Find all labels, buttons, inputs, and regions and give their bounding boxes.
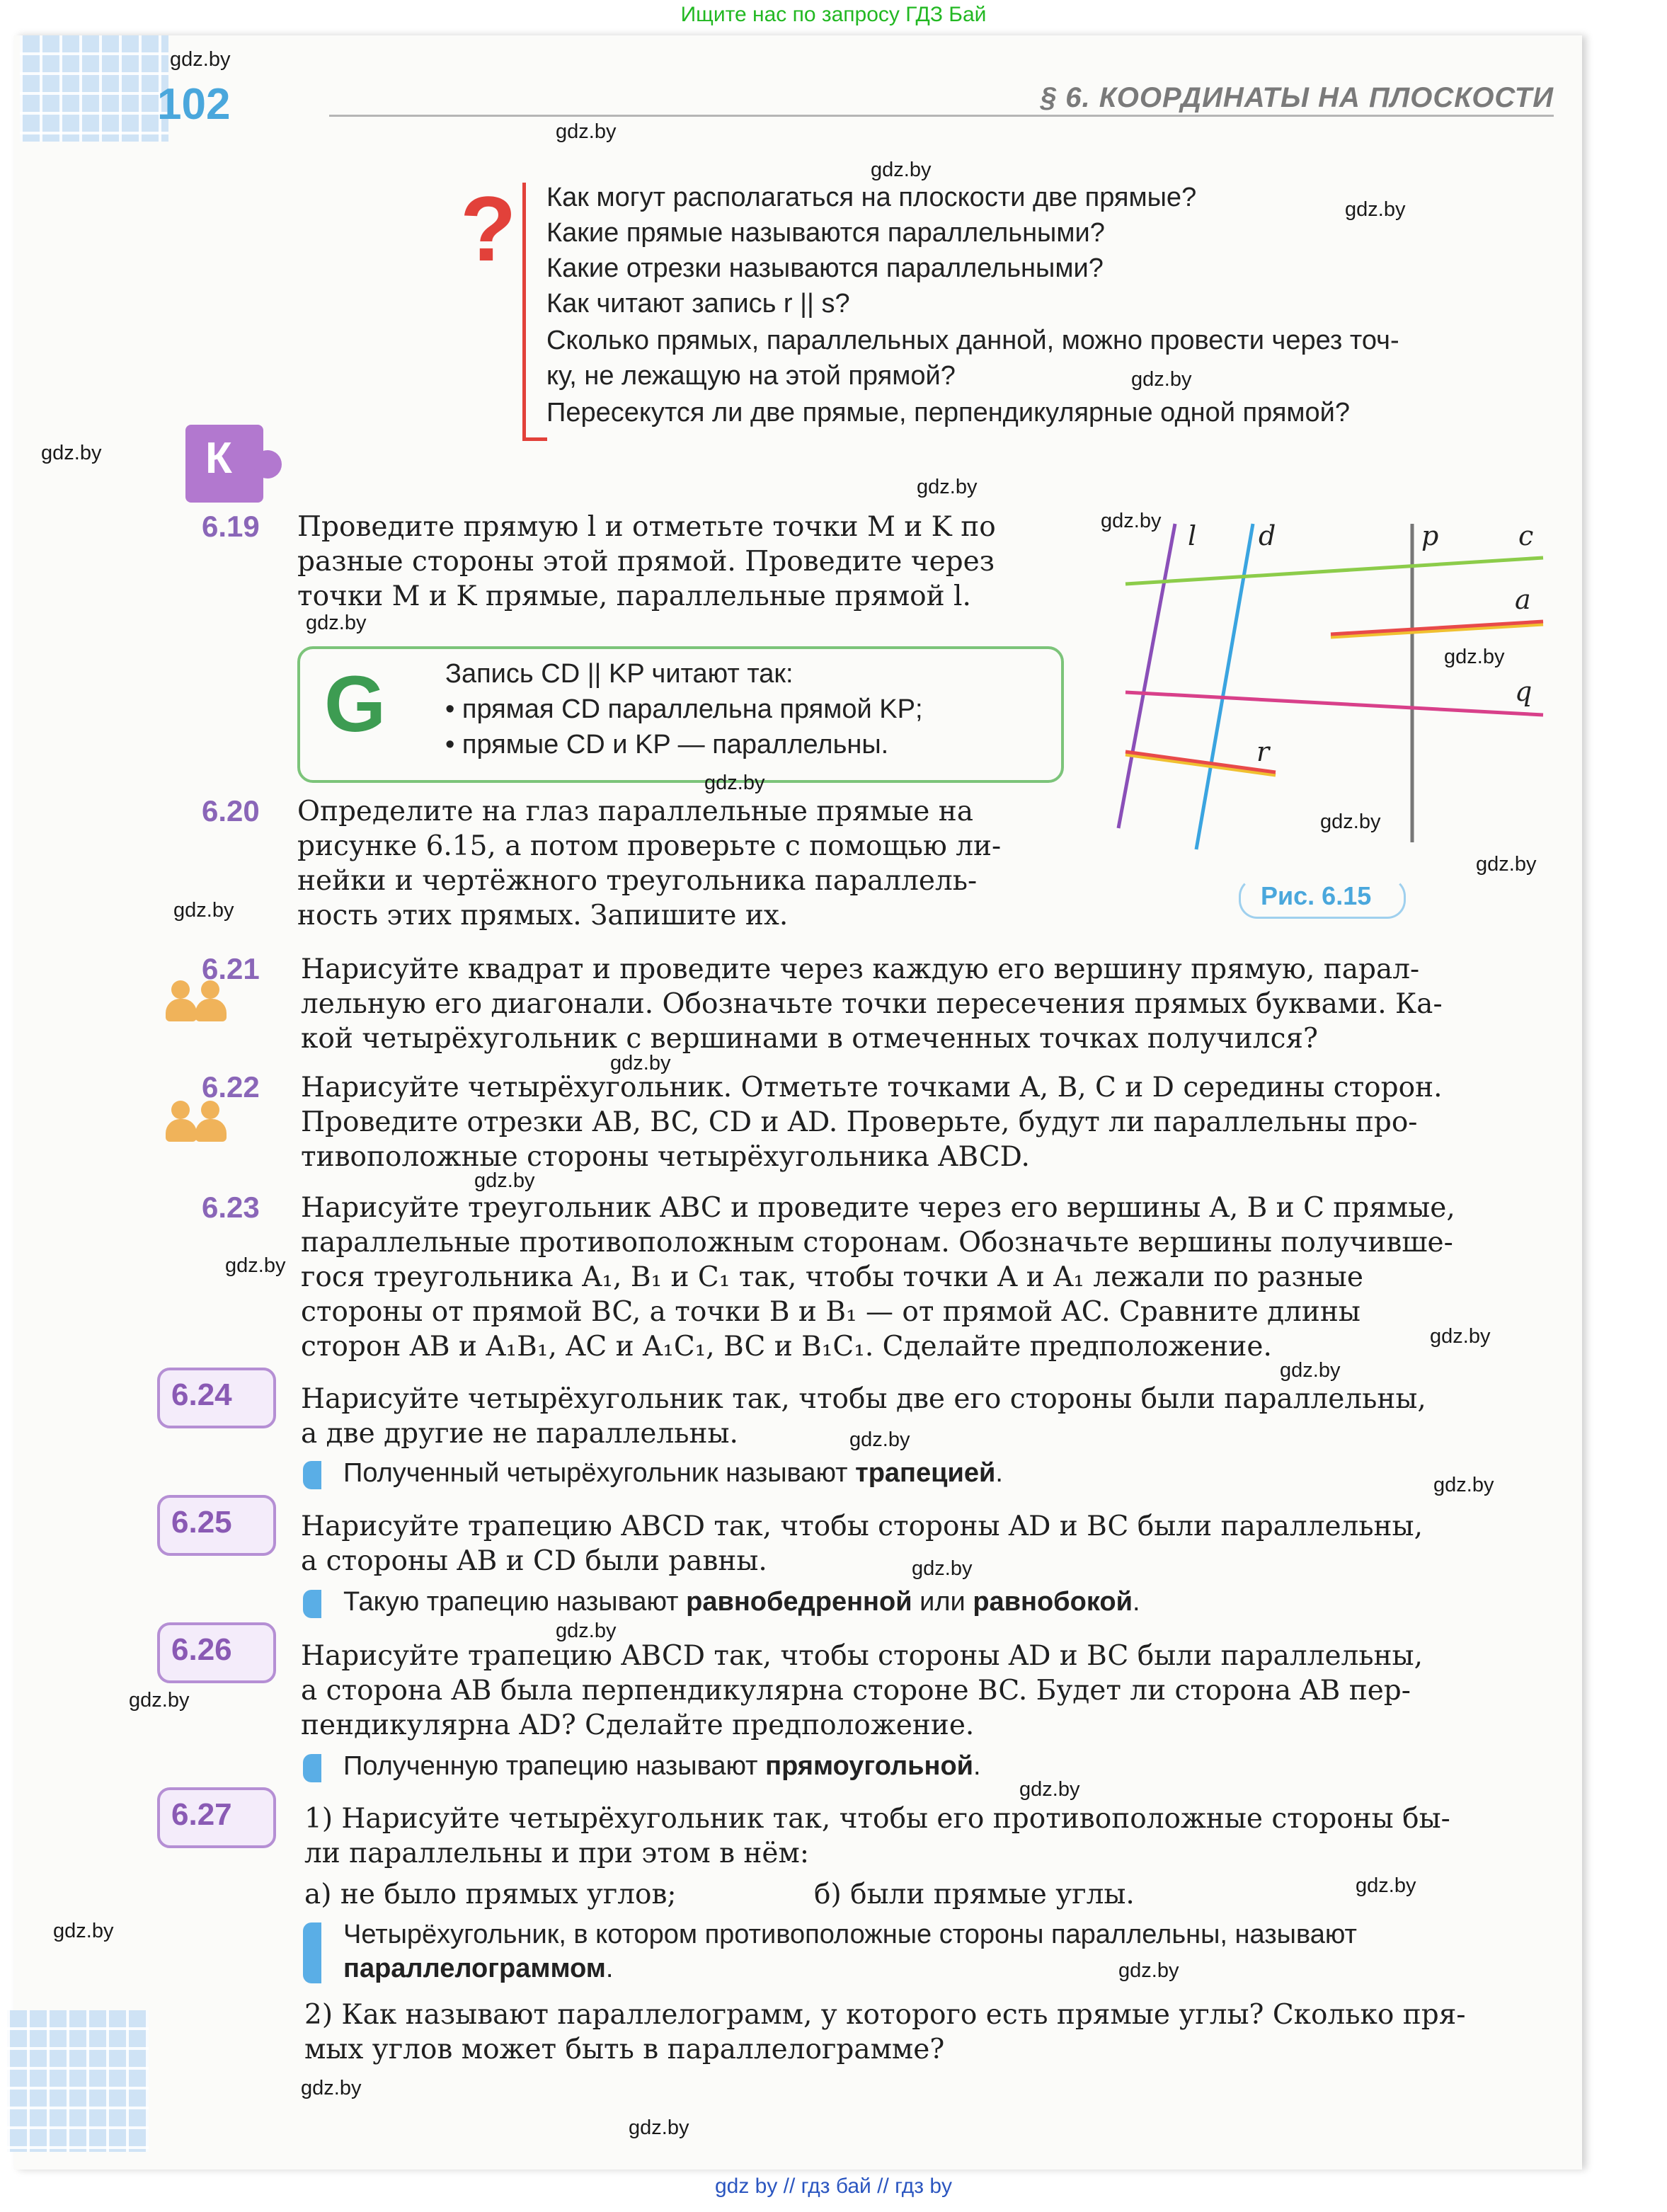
task-number: 6.24 bbox=[171, 1377, 232, 1412]
label-c: c bbox=[1518, 520, 1534, 551]
label-l: l bbox=[1188, 520, 1197, 551]
watermark: gdz.by bbox=[225, 1254, 286, 1277]
task-line: 1) Нарисуйте четырёхугольник так, чтобы его противоположные стороны бы- bbox=[304, 1803, 1450, 1835]
header-rule bbox=[329, 115, 1554, 117]
task-line: пендикулярна AD? Сделайте предположение. bbox=[301, 1709, 975, 1741]
label-q: q bbox=[1515, 676, 1533, 707]
watermark: gdz.by bbox=[129, 1689, 190, 1712]
watermark: gdz.by bbox=[1101, 510, 1162, 532]
watermark: gdz.by bbox=[301, 2077, 362, 2099]
line-d bbox=[1196, 524, 1253, 849]
task-line: а стороны AB и CD были равны. bbox=[301, 1545, 767, 1577]
watermark: gdz.by bbox=[1118, 1959, 1179, 1982]
task-badge bbox=[157, 1495, 276, 1556]
task-text bbox=[297, 794, 1062, 933]
watermark: gdz.by bbox=[917, 476, 978, 498]
task-line: а сторона AB была перпендикулярна стороне BC. Будет ли сторона AB пер- bbox=[301, 1675, 1411, 1707]
task-line: нейки и чертёжного треугольника параллель- bbox=[297, 865, 978, 897]
label-r: r bbox=[1256, 736, 1270, 767]
task-line: мых углов может быть в параллелограмме? bbox=[304, 2034, 945, 2065]
watermark: gdz.by bbox=[704, 772, 765, 794]
task-number: 6.19 bbox=[202, 510, 260, 543]
question-bracket bbox=[522, 183, 526, 441]
note-text: Полученный четырёхугольник называют трапецией. bbox=[343, 1458, 1003, 1488]
figure-caption bbox=[1239, 878, 1406, 919]
question-line: Какие прямые называются параллельными? bbox=[546, 218, 1105, 248]
section-title: § 6. КООРДИНАТЫ НА ПЛОСКОСТИ bbox=[1040, 82, 1554, 113]
task-text bbox=[304, 1998, 1557, 2067]
c-logo-icon: G bbox=[324, 660, 386, 748]
watermark: gdz.by bbox=[173, 899, 234, 922]
watermark: gdz.by bbox=[556, 1620, 617, 1642]
task-badge bbox=[157, 1622, 276, 1683]
task-line: точки M и K прямые, параллельные прямой l. bbox=[297, 580, 971, 612]
watermark: gdz.by bbox=[629, 2116, 689, 2139]
k-badge-letter: К bbox=[205, 434, 232, 483]
pair-work-icon bbox=[164, 1101, 232, 1143]
line-l bbox=[1118, 524, 1175, 828]
task-line: параллельные противоположным сторонам. Обозначьте вершины получивше- bbox=[301, 1227, 1453, 1259]
label-p: p bbox=[1421, 520, 1439, 551]
task-text bbox=[304, 1801, 1557, 1871]
watermark: gdz.by bbox=[1430, 1325, 1491, 1348]
watermark: gdz.by bbox=[1280, 1359, 1341, 1382]
task-line: разные стороны этой прямой. Проведите через bbox=[297, 546, 995, 578]
task-number: 6.25 bbox=[171, 1505, 232, 1540]
label-a: a bbox=[1515, 584, 1531, 615]
watermark: gdz.by bbox=[170, 48, 231, 71]
note-text: Четырёхугольник, в котором противоположные стороны параллельны, называют bbox=[343, 1920, 1357, 1949]
k-badge-icon bbox=[185, 425, 263, 503]
watermark: gdz.by bbox=[849, 1428, 910, 1451]
line-r-shadow bbox=[1125, 755, 1276, 775]
top-banner: Ищите нас по запросу ГДЗ Бай bbox=[680, 3, 987, 26]
corner-grid-decoration-bottom bbox=[7, 2010, 149, 2152]
task-line: сторон AB и A₁B₁, AC и A₁C₁, BC и B₁C₁. Сделайте предположение. bbox=[301, 1331, 1272, 1363]
question-bracket-foot bbox=[522, 437, 547, 441]
task-number: 6.22 bbox=[202, 1070, 260, 1104]
task-badge bbox=[157, 1368, 276, 1428]
info-line: Запись CD || KP читают так: bbox=[445, 659, 794, 689]
page-number: 102 bbox=[157, 80, 231, 129]
watermark: gdz.by bbox=[871, 159, 932, 181]
notation-info-box bbox=[297, 646, 1064, 783]
task-number: 6.27 bbox=[171, 1797, 232, 1832]
task-line: рисунке 6.15, а потом проверьте с помощью ли- bbox=[297, 830, 1002, 862]
line-r bbox=[1125, 752, 1276, 772]
watermark: gdz.by bbox=[474, 1169, 535, 1192]
note-marker bbox=[303, 1461, 321, 1489]
task-line: ность этих прямых. Запишите их. bbox=[297, 900, 789, 932]
watermark: gdz.by bbox=[1476, 853, 1537, 876]
task-line: лельную его диагонали. Обозначьте точки пересечения прямых буквами. Ка- bbox=[301, 988, 1443, 1020]
note-marker bbox=[303, 1922, 321, 1983]
task-line: Нарисуйте трапецию ABCD так, чтобы стороны AD и BC были параллельны, bbox=[301, 1640, 1423, 1672]
watermark: gdz.by bbox=[1131, 368, 1192, 391]
figure-caption-text: Рис. 6.15 bbox=[1261, 881, 1372, 910]
watermark: gdz.by bbox=[1320, 810, 1381, 833]
question-line: Пересекутся ли две прямые, перпендикулярные одной прямой? bbox=[546, 398, 1351, 428]
task-line: тивоположные стороны четырёхугольника ABCD. bbox=[301, 1141, 1030, 1173]
task-line: а две другие не параллельны. bbox=[301, 1418, 738, 1450]
task-line: Нарисуйте квадрат и проведите через каждую его вершину прямую, парал- bbox=[301, 953, 1420, 985]
question-line: Какие отрезки называются параллельными? bbox=[546, 253, 1104, 283]
task-badge bbox=[157, 1787, 276, 1848]
watermark: gdz.by bbox=[1433, 1474, 1494, 1496]
note-text: параллелограммом. bbox=[343, 1954, 614, 1983]
pair-work-icon bbox=[164, 980, 232, 1023]
task-line: Нарисуйте четырёхугольник так, чтобы две его стороны были параллельны, bbox=[301, 1383, 1426, 1415]
corner-grid-decoration bbox=[20, 35, 168, 142]
watermark: gdz.by bbox=[912, 1557, 973, 1580]
line-c bbox=[1125, 558, 1543, 584]
note-marker bbox=[303, 1754, 321, 1782]
note-marker bbox=[303, 1590, 321, 1618]
task-line: Определите на глаз параллельные прямые на bbox=[297, 796, 973, 827]
watermark: gdz.by bbox=[306, 612, 367, 634]
watermark: gdz.by bbox=[1345, 198, 1406, 221]
task-text bbox=[297, 510, 1062, 614]
task-text bbox=[301, 952, 1557, 1056]
question-mark-icon: ? bbox=[460, 177, 517, 280]
watermark: gdz.by bbox=[1444, 646, 1505, 668]
watermark: gdz.by bbox=[610, 1052, 671, 1075]
option-b: б) были прямые углы. bbox=[814, 1879, 1135, 1910]
info-line: • прямая CD параллельна прямой KP; bbox=[445, 694, 923, 724]
task-text bbox=[301, 1382, 1557, 1451]
task-number: 6.23 bbox=[202, 1191, 260, 1224]
watermark: gdz.by bbox=[1019, 1778, 1080, 1801]
task-line: Нарисуйте четырёхугольник. Отметьте точками A, B, C и D середины сторон. bbox=[301, 1072, 1443, 1104]
note-text: Такую трапецию называют равнобедренной или равнобокой. bbox=[343, 1587, 1140, 1617]
task-line: Проведите отрезки AB, BC, CD и AD. Проверьте, будут ли параллельны про- bbox=[301, 1106, 1418, 1138]
task-line: гося треугольника A₁, B₁ и C₁ так, чтобы точки A и A₁ лежали по разные bbox=[301, 1261, 1363, 1293]
task-line: Нарисуйте трапецию ABCD так, чтобы стороны AD и BC были параллельны, bbox=[301, 1511, 1423, 1542]
task-line: Проведите прямую l и отметьте точки M и K по bbox=[297, 511, 996, 543]
watermark: gdz.by bbox=[53, 1920, 114, 1942]
watermark: gdz.by bbox=[556, 120, 617, 143]
note-text: Полученную трапецию называют прямоугольной. bbox=[343, 1751, 981, 1781]
task-number: 6.21 bbox=[202, 952, 260, 985]
task-number: 6.26 bbox=[171, 1632, 232, 1667]
watermark: gdz.by bbox=[41, 442, 102, 464]
task-line: кой четырёхугольник с вершинами в отмеченных точках получился? bbox=[301, 1023, 1318, 1055]
task-text bbox=[301, 1070, 1557, 1174]
question-line: ку, не лежащую на этой прямой? bbox=[546, 361, 956, 391]
task-line: ли параллельны и при этом в нём: bbox=[304, 1838, 809, 1869]
task-line: Нарисуйте треугольник ABC и проведите через его вершины A, B и C прямые, bbox=[301, 1192, 1455, 1224]
info-line: • прямые CD и KP — параллельны. bbox=[445, 730, 889, 760]
task-number: 6.20 bbox=[202, 794, 260, 827]
line-q bbox=[1125, 692, 1543, 715]
task-text bbox=[301, 1191, 1557, 1364]
question-line: Сколько прямых, параллельных данной, можно провести через точ- bbox=[546, 326, 1399, 355]
task-text bbox=[301, 1639, 1557, 1743]
task-line: стороны от прямой BC, а точки B и B₁ — от прямой AC. Сравните длины bbox=[301, 1296, 1360, 1328]
question-line: Как читают запись r || s? bbox=[546, 289, 850, 319]
question-line: Как могут располагаться на плоскости две прямые? bbox=[546, 183, 1197, 212]
label-d: d bbox=[1259, 520, 1276, 551]
option-a: а) не было прямых углов; bbox=[304, 1879, 677, 1910]
bottom-banner: gdz by // гдз бай // гдз by bbox=[714, 2174, 953, 2198]
task-line: 2) Как называют параллелограмм, у которого есть прямые углы? Сколько пря- bbox=[304, 1999, 1466, 2031]
watermark: gdz.by bbox=[1356, 1874, 1416, 1897]
